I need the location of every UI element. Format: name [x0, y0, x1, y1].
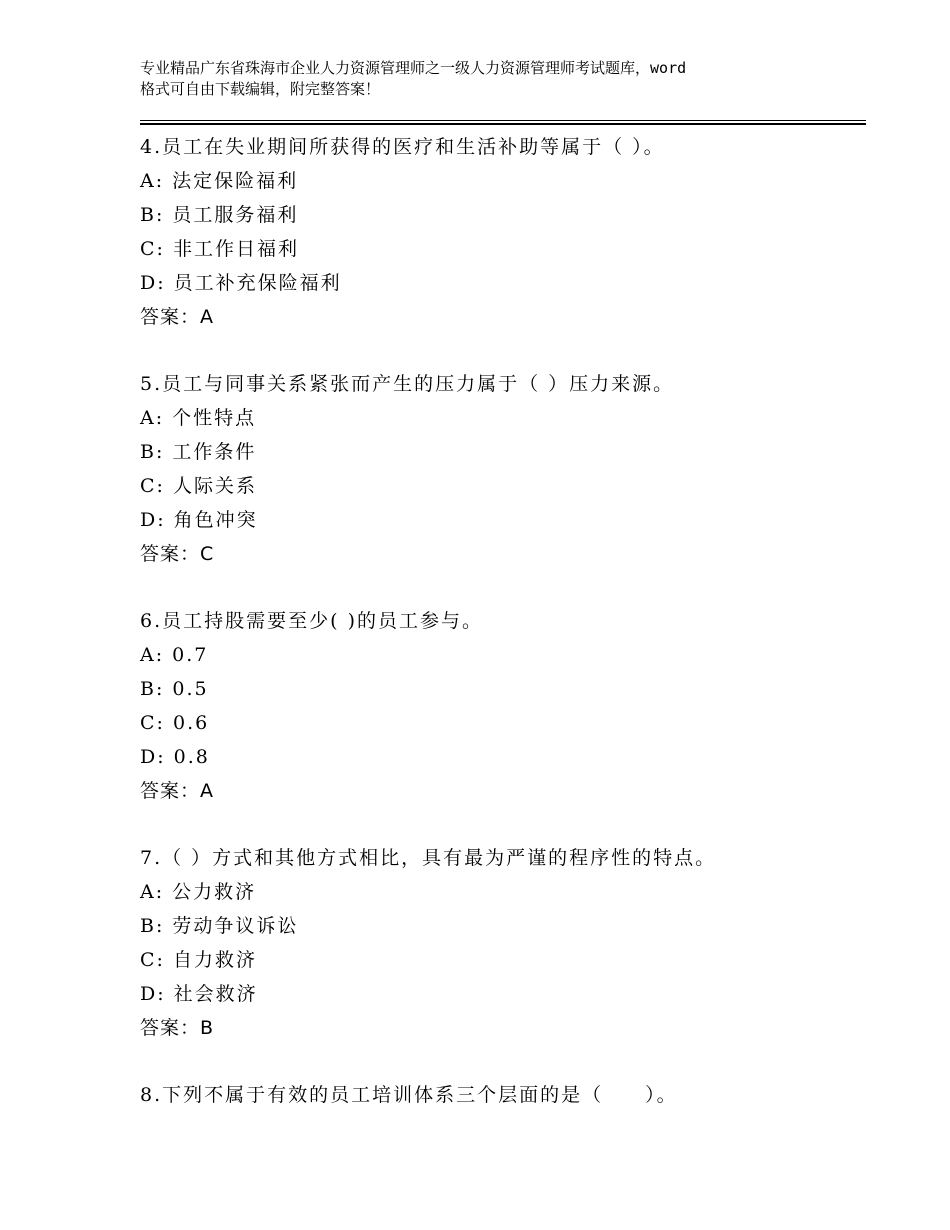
option-b: B: 劳动争议诉讼 — [140, 915, 299, 937]
question-4 — [140, 130, 866, 334]
option-d: D: 0.8 — [140, 746, 210, 768]
header-divider-bottom — [140, 123, 866, 125]
header-line-1: 专业精品广东省珠海市企业人力资源管理师之一级人力资源管理师考试题库，word — [140, 59, 687, 77]
document-header — [140, 58, 840, 100]
answer-label: 答案：A — [140, 306, 214, 328]
option-b: B: 0.5 — [140, 678, 209, 700]
option-a: A: 法定保险福利 — [140, 170, 299, 192]
option-c: C: 自力救济 — [140, 949, 257, 971]
question-stem: 5.员工与同事关系紧张而产生的压力属于（ ）压力来源。 — [140, 373, 675, 395]
question-6 — [140, 604, 866, 808]
question-stem: 6.员工持股需要至少( )的员工参与。 — [140, 610, 483, 632]
header-line-2: 格式可自由下载编辑，附完整答案！ — [140, 80, 381, 98]
option-a: A: 0.7 — [140, 644, 209, 666]
question-stem: 8.下列不属于有效的员工培训体系三个层面的是（ ）。 — [140, 1084, 678, 1106]
option-c: C: 0.6 — [140, 712, 210, 734]
option-b: B: 员工服务福利 — [140, 204, 299, 226]
answer-label: 答案：C — [140, 543, 215, 565]
answer-label: 答案：A — [140, 780, 214, 802]
option-d: D: 员工补充保险福利 — [140, 272, 342, 294]
option-d: D: 社会救济 — [140, 983, 258, 1005]
question-stem: 4.员工在失业期间所获得的医疗和生活补助等属于（ ）。 — [140, 136, 665, 158]
option-d: D: 角色冲突 — [140, 509, 258, 531]
option-b: B: 工作条件 — [140, 441, 257, 463]
header-divider-top — [140, 120, 866, 121]
question-stem: 7.（ ）方式和其他方式相比，具有最为严谨的程序性的特点。 — [140, 847, 717, 869]
option-a: A: 公力救济 — [140, 881, 257, 903]
question-5 — [140, 367, 866, 571]
answer-label: 答案：B — [140, 1017, 215, 1039]
question-list — [140, 130, 866, 1145]
option-c: C: 人际关系 — [140, 475, 257, 497]
option-a: A: 个性特点 — [140, 407, 257, 429]
question-8 — [140, 1078, 866, 1112]
option-c: C: 非工作日福利 — [140, 238, 299, 260]
question-7 — [140, 841, 866, 1045]
